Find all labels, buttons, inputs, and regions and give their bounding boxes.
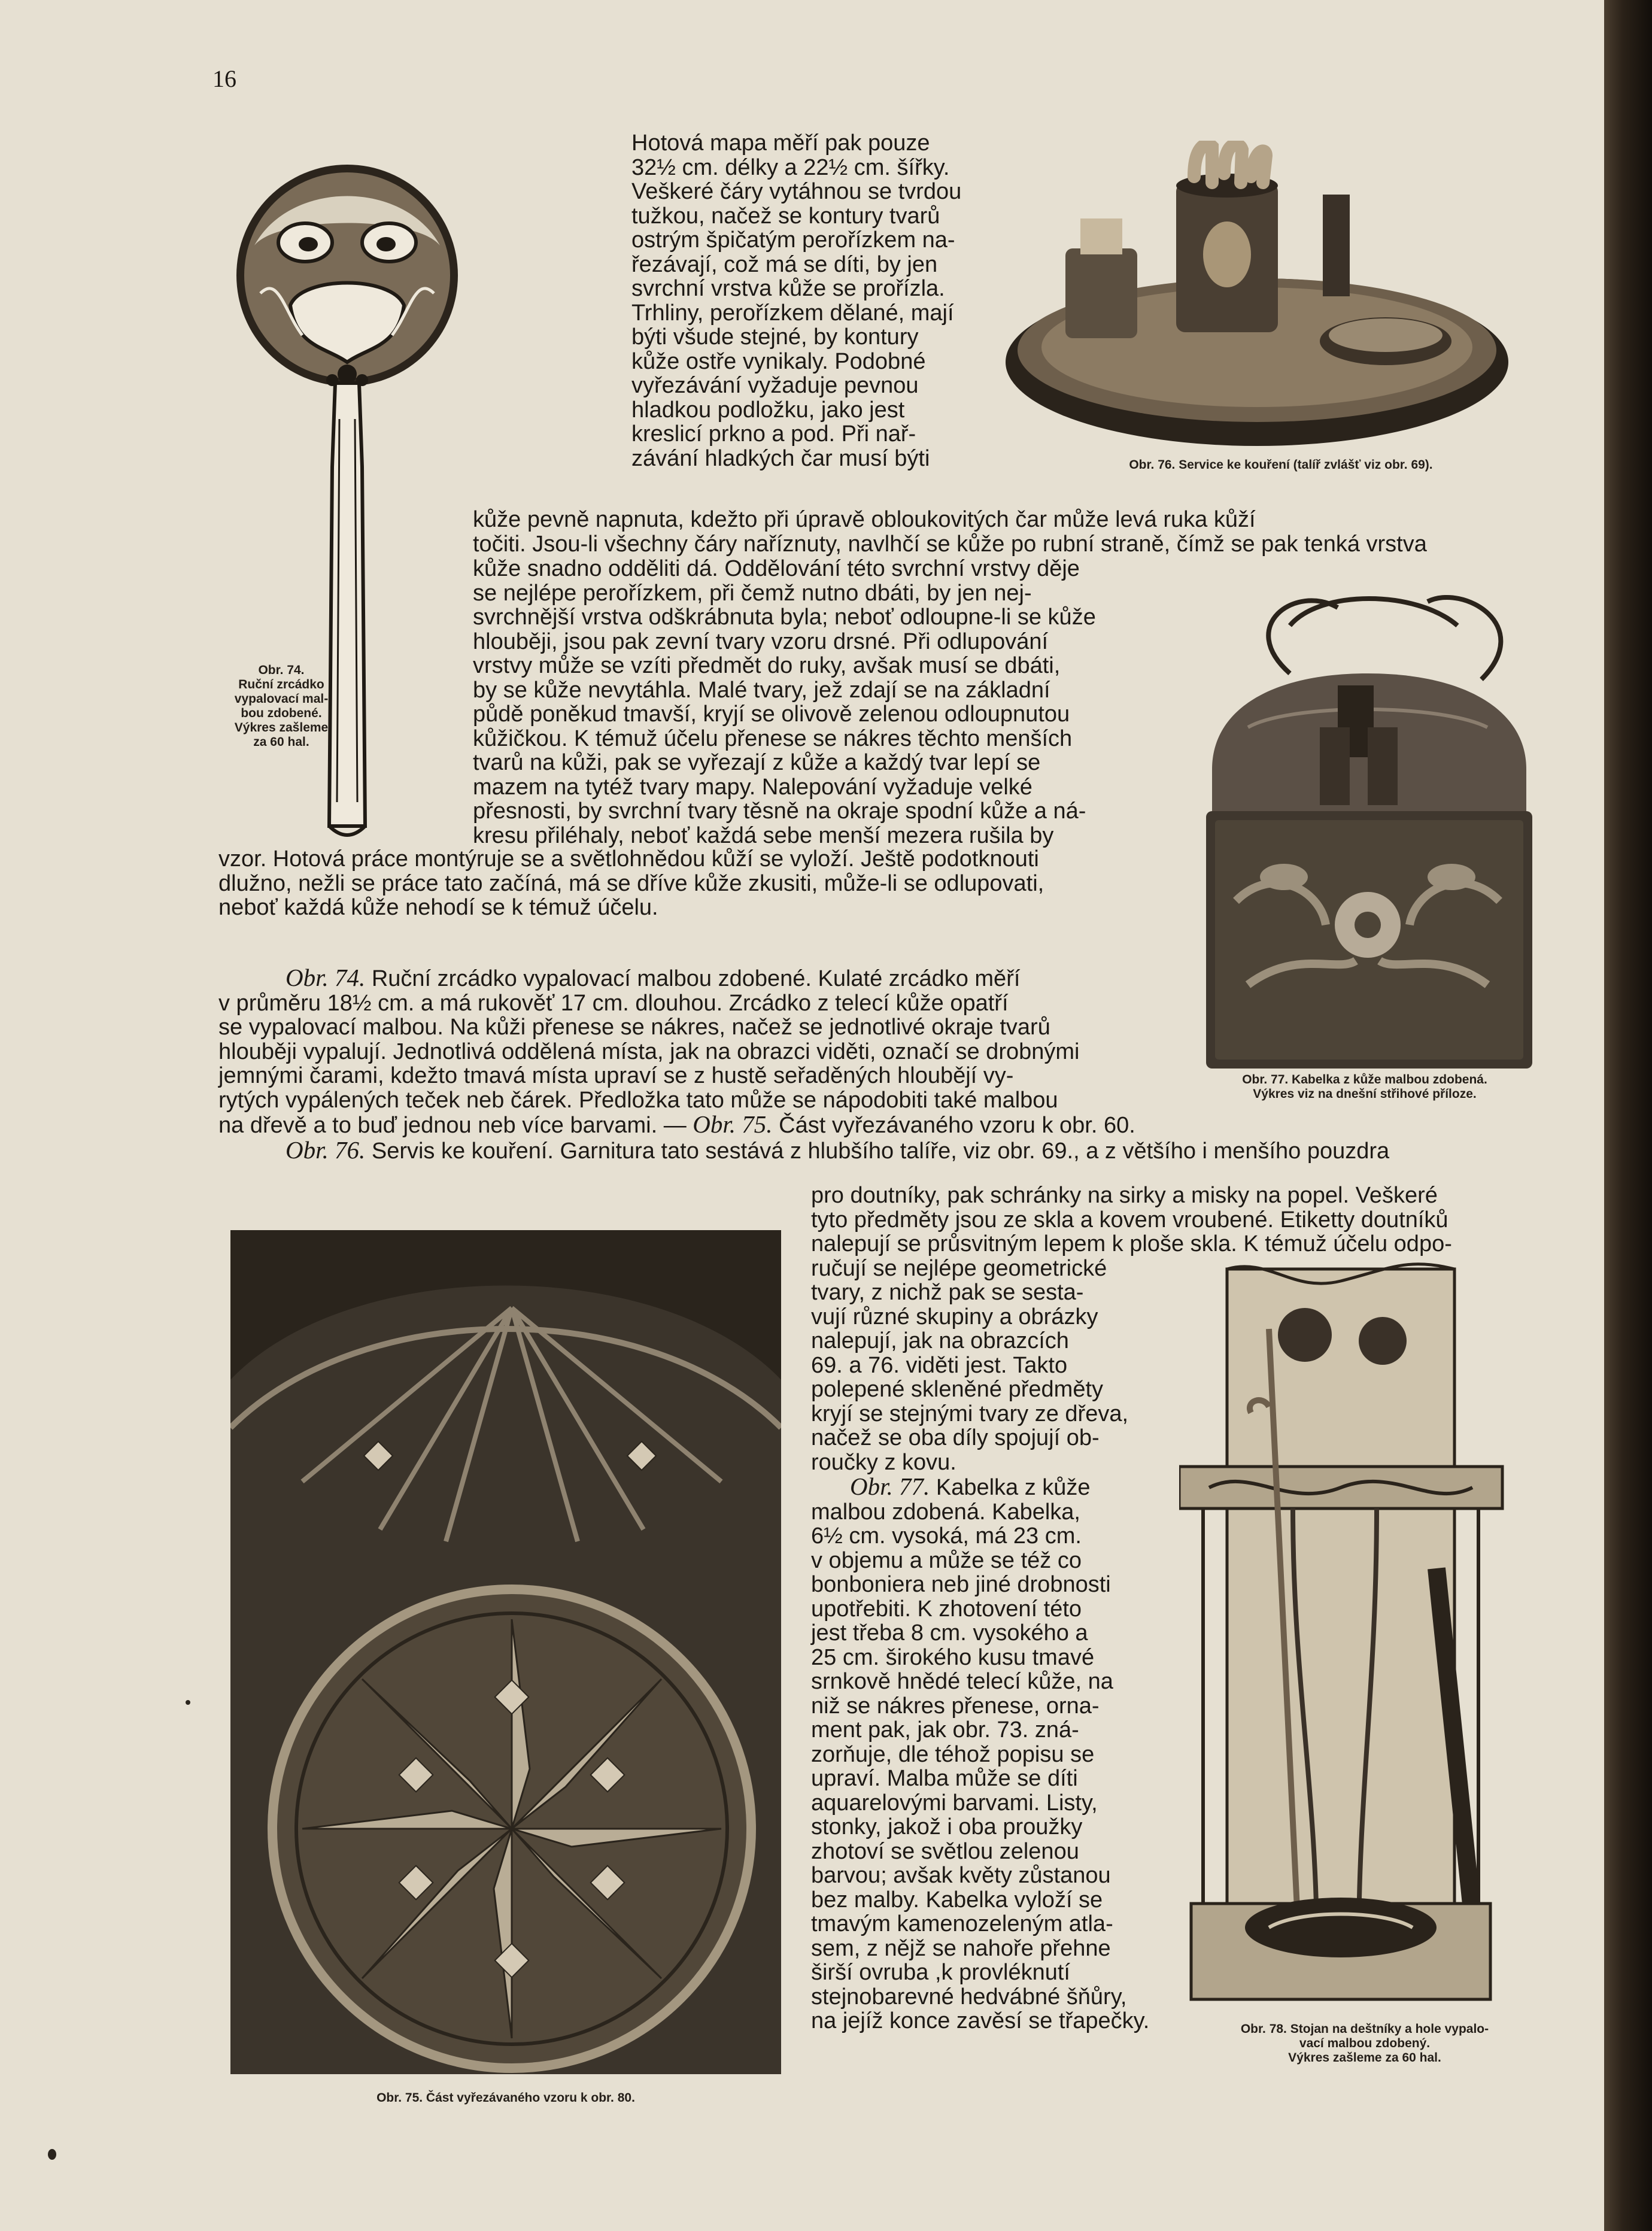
text-line: jemnými čarami, kdežto tmavá místa upraví se z hustě seřaděných hloubějí vy- — [218, 1063, 1014, 1088]
text-line: srnkově hnědé telecí kůže, na — [811, 1669, 1113, 1694]
text-line: řezávají, což má se díti, by jen — [631, 251, 938, 277]
text-line: barvou; avšak květy zůstanou — [811, 1863, 1111, 1888]
text-line: dlužno, nežli se práce tato začíná, má se dříve kůže zkusiti, může-li se odlupovati, — [218, 870, 1044, 896]
text-line: sem, z nějž se nahoře přehne — [811, 1935, 1111, 1961]
text-col1 — [631, 131, 985, 471]
text-line: tužkou, načež se kontury tvarů — [631, 203, 940, 229]
caption-line: Obr. 78. Stojan na deštníky a hole vypalo- — [1240, 2022, 1489, 2036]
text-line: vyřezávání vyžaduje pevnou — [631, 373, 919, 398]
text-line: jest třeba 8 cm. vysokého a — [811, 1620, 1088, 1646]
text-line: hlouběji, jsou pak zevní tvary vzoru drsné. Při odlupování — [473, 629, 1049, 654]
text-line: stejnobarevné hedvábné šňůry, — [811, 1984, 1127, 2010]
text-line: zhotoví se světlou zelenou — [811, 1838, 1079, 1864]
print-mark-dot — [186, 1700, 190, 1705]
caption-line: Výkres zašleme za 60 hal. — [1288, 2051, 1441, 2065]
text-line: kůže snadno odděliti dá. Oddělování této svrchní vrstvy děje — [473, 556, 1080, 581]
text-span: Ruční zrcádko vypalovací malbou zdobené. Kulaté zrcádko měří — [371, 966, 1021, 991]
caption-line: vací malbou zdobený. — [1299, 2036, 1431, 2050]
text-line: přesnosti, by svrchní tvary těsně na okraje spodní kůže a ná- — [473, 799, 1086, 824]
text-line: kresu přiléhaly, neboť každá sebe menší mezera rušila by — [473, 822, 1054, 848]
text-line — [811, 1474, 1140, 1500]
text-line: kreslicí prkno a pod. Při nař- — [631, 421, 916, 447]
text-line: vují různé skupiny a obrázky — [811, 1304, 1098, 1330]
text-span: Část vyřezávaného vzoru k obr. 60. — [779, 1113, 1135, 1138]
text-line: polepené skleněné předměty — [811, 1377, 1104, 1402]
text-line: hladkou podložku, jako jest — [631, 397, 905, 423]
figure-76-smoking-set — [1003, 141, 1511, 452]
text-span: Kabelka z kůže — [936, 1475, 1091, 1500]
text-col3 — [473, 557, 1167, 848]
text-line: Hotová mapa měří pak pouze — [631, 130, 930, 156]
text-line: tvary, z nichž pak se sesta- — [811, 1280, 1084, 1305]
text-line: 32½ cm. délky a 22½ cm. šířky. — [631, 154, 950, 180]
text-line: vzor. Hotová práce montýruje se a světlohnědou kůží se vyloží. Ještě podotknouti — [218, 846, 1039, 872]
text-line: býti všude stejné, by kontury — [631, 324, 919, 350]
text-line: 6½ cm. vysoká, má 23 cm. — [811, 1523, 1082, 1549]
text-span: Servis ke kouření. Garnitura tato sestává z hlubšího talíře, viz obr. 69., a z většího i menšího pouzdra — [371, 1138, 1390, 1164]
text-line: nalepují, jak na obrazcích — [811, 1328, 1069, 1353]
caption-fig74 — [198, 663, 365, 749]
figure-77-handbag — [1200, 590, 1538, 1072]
text-line: ručují se nejlépe geometrické — [811, 1255, 1107, 1281]
text-line: točiti. Jsou-li všechny čáry naříznuty, navlhčí se kůže po rubní straně, čímž se pak tenká vrstva — [473, 531, 1427, 557]
text-line: kryjí se stejnými tvary ze dřeva, — [811, 1401, 1129, 1426]
text-line: niž se nákres přenese, orna- — [811, 1693, 1100, 1719]
text-line: ostrým špičatým perořízkem na- — [631, 227, 955, 253]
text-line: vrstvy může se vzíti předmět do ruky, avšak musí se dbáti, — [473, 653, 1061, 678]
text-line: nalepují se průsvitným lepem k ploše skla. K témuž účelu odpo- — [811, 1231, 1452, 1256]
text-line: zorňuje, dle téhož popisu se — [811, 1741, 1095, 1767]
text-line — [218, 966, 1152, 991]
caption-fig77 — [1173, 1073, 1556, 1101]
text-line: by se kůže nevytáhla. Malé tvary, jež zdají se na základní — [473, 677, 1050, 703]
text-line — [218, 1136, 1390, 1164]
text-line: svrchní vrstva kůže se prořízla. — [631, 276, 945, 301]
figure-75-carved-pattern — [230, 1230, 781, 2074]
text-line: pro doutníky, pak schránky na sirky a misky na popel. Veškeré — [811, 1183, 1438, 1208]
text-line: kůže ostře vynikaly. Podobné — [631, 348, 926, 374]
text-line: v objemu a může se též co — [811, 1547, 1082, 1573]
page-number: 16 — [212, 65, 236, 92]
caption-fig76: Obr. 76. Service ke kouření (talíř zvlášť viz obr. 69). — [1129, 458, 1433, 472]
text-line: načež se oba díly spojují ob- — [811, 1425, 1100, 1450]
text-line: tyto předměty jsou ze skla a kovem vroubené. Etiketty doutníků — [811, 1207, 1448, 1233]
text-line: závání hladkých čar musí býti — [631, 445, 930, 471]
figure-ref-76: Obr. 76. — [286, 1136, 366, 1164]
caption-line: vypalovací mal- — [234, 692, 329, 706]
print-mark-dot — [48, 2149, 56, 2160]
text-line: aquarelovými barvami. Listy, — [811, 1790, 1098, 1816]
text-col2 — [473, 508, 1538, 556]
caption-line: Obr. 74. — [258, 663, 305, 677]
figure-ref-77: Obr. 77. — [850, 1473, 930, 1500]
caption-line: bou zdobené. — [241, 706, 322, 720]
caption-line: za 60 hal. — [253, 735, 309, 749]
text-line: malbou zdobená. Kabelka, — [811, 1499, 1080, 1525]
text-line: tvarů na kůži, pak se vyřezají z kůže a každý tvar lepí se — [473, 750, 1041, 775]
text-line: roučky z kovu. — [811, 1449, 956, 1475]
text-line: širší ovruba ,k provléknutí — [811, 1960, 1070, 1985]
text-line: svrchnější vrstva odškrábnuta byla; neboť odloupne-li se kůže — [473, 605, 1096, 630]
text-line: Trhliny, perořízkem dělané, mají — [631, 300, 954, 326]
text-line: hlouběji vypalují. Jednotlivá oddělená místa, jak na obrazci viděti, označí se drobnými — [218, 1039, 1080, 1064]
text-line: kůže pevně napnuta, kdežto při úpravě obloukovitých čar může levá ruka kůží — [473, 507, 1256, 532]
caption-line: Ruční zrcádko — [238, 678, 324, 691]
text-line: neboť každá kůže nehodí se k témuž účelu. — [218, 895, 658, 920]
text-line: bonboniera neb jiné drobnosti — [811, 1572, 1111, 1597]
text-line: na jejíž konce zavěsí se třapečky. — [811, 2008, 1150, 2033]
book-spine — [1604, 0, 1652, 2231]
text-line: se nejlépe perořízkem, při čemž nutno dbáti, by jen nej- — [473, 580, 1032, 606]
caption-fig75: Obr. 75. Část vyřezávaného vzoru k obr. 80. — [376, 2091, 635, 2105]
caption-fig78 — [1176, 2022, 1553, 2065]
text-line: ment pak, jak obr. 73. zná- — [811, 1717, 1079, 1743]
text-line: rytých vypálených teček neb čárek. Předložka tato může se nápodobiti také malbou — [218, 1087, 1058, 1113]
text-line: mazem na tytéž tvary mapy. Nalepování vyžaduje velké — [473, 774, 1032, 800]
text-line: půdě poněkud tmavší, kryjí se olivově zelenou odloupnutou — [473, 702, 1070, 727]
caption-line: Výkres viz na dnešní střihové příloze. — [1253, 1087, 1477, 1101]
text-col8 — [811, 1280, 1150, 2033]
text-col7 — [811, 1183, 1538, 1280]
caption-line: Obr. 77. Kabelka z kůže malbou zdobená. — [1242, 1073, 1487, 1086]
text-col4 — [218, 847, 1149, 920]
text-line: 25 cm. širokého kusu tmavé — [811, 1644, 1095, 1670]
text-line: tmavým kamenozeleným atla- — [811, 1911, 1113, 1936]
text-line: bez malby. Kabelka vyloží se — [811, 1887, 1103, 1913]
text-line: se vypalovací malbou. Na kůži přenese se nákres, načež se jednotlivé okraje tvarů — [218, 1015, 1050, 1040]
text-line — [218, 1112, 1152, 1138]
text-span: na dřevě a to buď jednou neb více barvami. — — [218, 1113, 687, 1138]
figure-ref-74: Obr. 74. — [286, 964, 366, 991]
text-line: upraví. Malba může se díti — [811, 1766, 1078, 1791]
text-line: kůžičkou. K témuž účelu přenese se nákres těchto menších — [473, 726, 1073, 751]
text-line: Veškeré čáry vytáhnou se tvrdou — [631, 179, 962, 204]
text-line: v průměru 18½ cm. a má rukověť 17 cm. dlouhou. Zrcádko z telecí kůže opatří — [218, 990, 1009, 1016]
caption-line: Výkres zašleme — [234, 721, 329, 734]
figure-74-hand-mirror — [236, 156, 458, 856]
figure-ref-75: Obr. 75. — [693, 1110, 773, 1138]
text-line: upotřebiti. K zhotovení této — [811, 1596, 1082, 1622]
text-line: 69. a 76. viděti jest. Takto — [811, 1352, 1068, 1378]
text-line: stonky, jakož i oba proužky — [811, 1814, 1083, 1840]
figure-78-umbrella-stand — [1179, 1257, 1508, 2011]
